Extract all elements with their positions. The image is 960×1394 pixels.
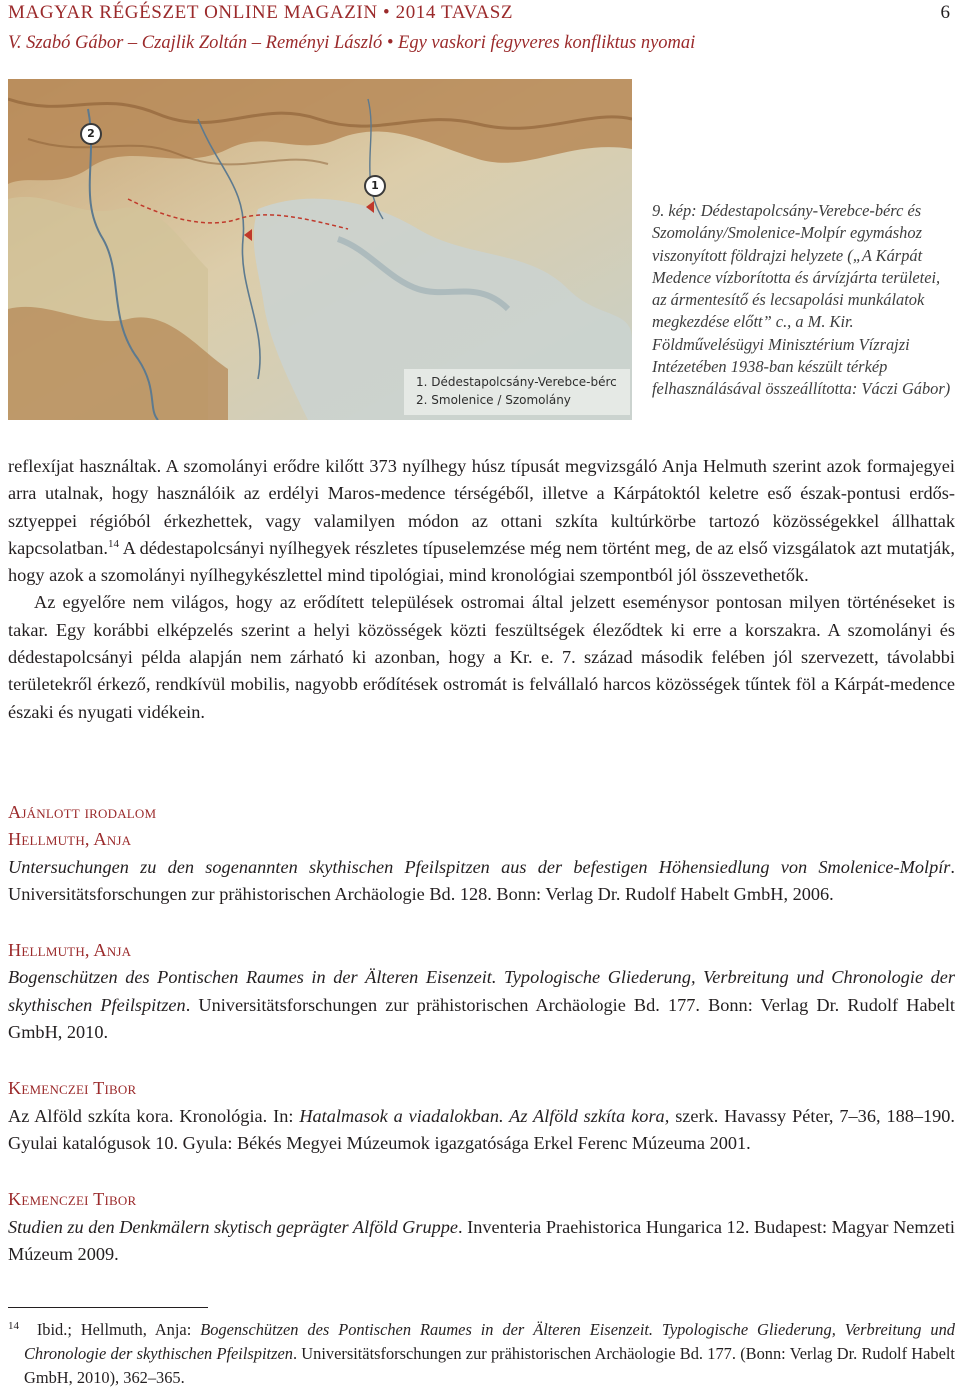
bib-title: Bogenschützen des Pontischen Raumes in der Älteren Eisenzeit. Typologische Gliederung, Verbreitung und Chronologie der skythischen Pfeilspitzen — [8, 967, 955, 1015]
page-number: 6 — [940, 2, 950, 23]
bib-details: szerk. Havassy Péter, 7–36, 188–190. Gyulai katalógusok 10. Gyula: Békés Megyei Múzeumok igazgatósága Erkel Ferenc Múzeuma 2001. — [8, 1105, 956, 1153]
footnote-title: Bogenschützen des Pontischen Raumes in der Älteren Eisenzeit. Typologische Gliederung, Verbreitung und Chronologie der skythischen Pfeilspitzen — [24, 1320, 955, 1363]
bib-author: Hellmuth, Anja — [8, 940, 132, 961]
article-authors-title: V. Szabó Gábor – Czajlik Zoltán – Reményi László • Egy vaskori fegyveres konfliktus nyomai — [8, 33, 696, 53]
body-paragraph-2: Az egyelőre nem világos, hogy az erődített települések ostromai által jelzett eseménysor pontosan milyen történéseket is takar. Egy korábbi elképzelés szerint a helyi közösségek közti feszültségek éleződtek ki erre a korszakra. A szomolányi és dédestapolcsányi példa alapján nem zárható ki azonban, hogy a Kr. e. 7. század második felében jól szervezett, távolabbi területekről érkező, rendkívül mobilis, nagyobb erődítések ostromát is felvállaló harcos közösségek tűntek föl a Kárpát-medence északi és nyugati vidékein. — [8, 592, 955, 722]
bib-author: Kemenczei Tibor — [8, 1189, 137, 1210]
figure-caption — [652, 200, 954, 401]
body-paragraph-1-part-a: reflexíjat használtak. A szomolányi erődre kilőtt 373 nyílhegy húsz típusát megvizsgáló Anja Helmuth szerint azok formajegyei arra utalnak, hogy használóik az erdélyi Maros-medence térségéből, illetve a Kárpátoktól keletre eső észak-pontusi erdős-sztyeppei régióból érkezhettek, vagy valamilyen módon az ottani szkíta kultúrkörbe tartozó közösségekkel állhattak kapcsolatban. — [8, 456, 955, 558]
body-paragraph-1 — [8, 453, 955, 589]
bibliography-heading: Ajánlott irodalom — [8, 802, 157, 822]
body-paragraph-1-part-b: A dédestapolcsányi nyílhegyek részletes típuselemzése még nem történt meg, de az első vizsgálatok azt mutatják, hogy azok a szomolányi nyílhegykészlettel mind tipológiai, mind kronológiai szempontból jól összevethetők. — [8, 537, 955, 586]
legend-item-2: 2. Smolenice / Szomolány — [416, 393, 571, 407]
bib-entry — [8, 854, 955, 909]
map-legend — [416, 373, 617, 409]
figure-caption-text: 9. kép: Dédestapolcsány-Verebce-bérc és Szomolány/Smolenice-Molpír egymáshoz viszonyított földrajzi helyzete („A Kárpát Medence vízborította és árvízjárta területei, az ármentesítő és lecsapolási munkálatok megkezdése előtt” c., a M. Kir. Földművelésügyi Minisztérium Vízrajzi Intézetében 1938-ban készült térkép felhasználásával összeállította: Váczi Gábor) — [652, 201, 951, 399]
legend-item-1: 1. Dédestapolcsány-Verebce-bérc — [416, 375, 617, 389]
footnote-text-a: Ibid.; Hellmuth, Anja: — [36, 1320, 201, 1339]
bib-details: . Inventeria Praehistorica Hungarica 12. Budapest: Magyar Nemzeti Múzeum 2009. — [8, 1216, 956, 1264]
map-marker-1: 1 — [364, 175, 386, 197]
bib-entry — [8, 1103, 955, 1158]
footnote-divider — [8, 1307, 208, 1308]
bib-prefix: Az Alföld szkíta kora. Kronológia. In: — [8, 1105, 300, 1126]
bib-details: . Universitätsforschungen zur prähistorischen Archäologie Bd. 177. Bonn: Verlag Dr. Rudolf Habelt GmbH, 2010. — [8, 994, 955, 1043]
bibliography — [8, 799, 955, 1268]
map-marker-2: 2 — [80, 123, 102, 145]
footnote-text-b: . Universitätsforschungen zur prähistorischen Archäologie Bd. 177. (Bonn: Verlag Dr. Rudolf Habelt GmbH, 2010), 362–365. — [24, 1344, 955, 1387]
relief-map-figure — [8, 79, 632, 420]
footnote-14 — [8, 1318, 955, 1390]
bib-entry — [8, 964, 955, 1046]
bib-author: Hellmuth, Anja — [8, 829, 132, 850]
article-body — [8, 453, 955, 726]
bib-entry — [8, 1214, 955, 1269]
bib-title: Hatalmasok a viadalokban. Az Alföld szkíta kora, — [299, 1105, 670, 1126]
magazine-title: MAGYAR RÉGÉSZET ONLINE MAGAZIN • 2014 TAVASZ — [8, 2, 514, 23]
bib-title: Untersuchungen zu den sogenannten skythischen Pfeilspitzen aus der befestigen Höhensiedlung von Smolenice-Molpír — [8, 856, 951, 877]
bib-details: . Universitätsforschungen zur prähistorischen Archäologie Bd. 128. Bonn: Verlag Dr. Rudolf Habelt GmbH, 2006. — [8, 856, 955, 904]
bib-author: Kemenczei Tibor — [8, 1078, 137, 1099]
bib-title: Studien zu den Denkmälern skytisch geprägter Alföld Gruppe — [8, 1216, 459, 1237]
footnote-ref-14[interactable]: 14 — [108, 537, 120, 550]
footnote-text — [8, 1318, 955, 1390]
footnote-number: 14 — [8, 1320, 19, 1332]
